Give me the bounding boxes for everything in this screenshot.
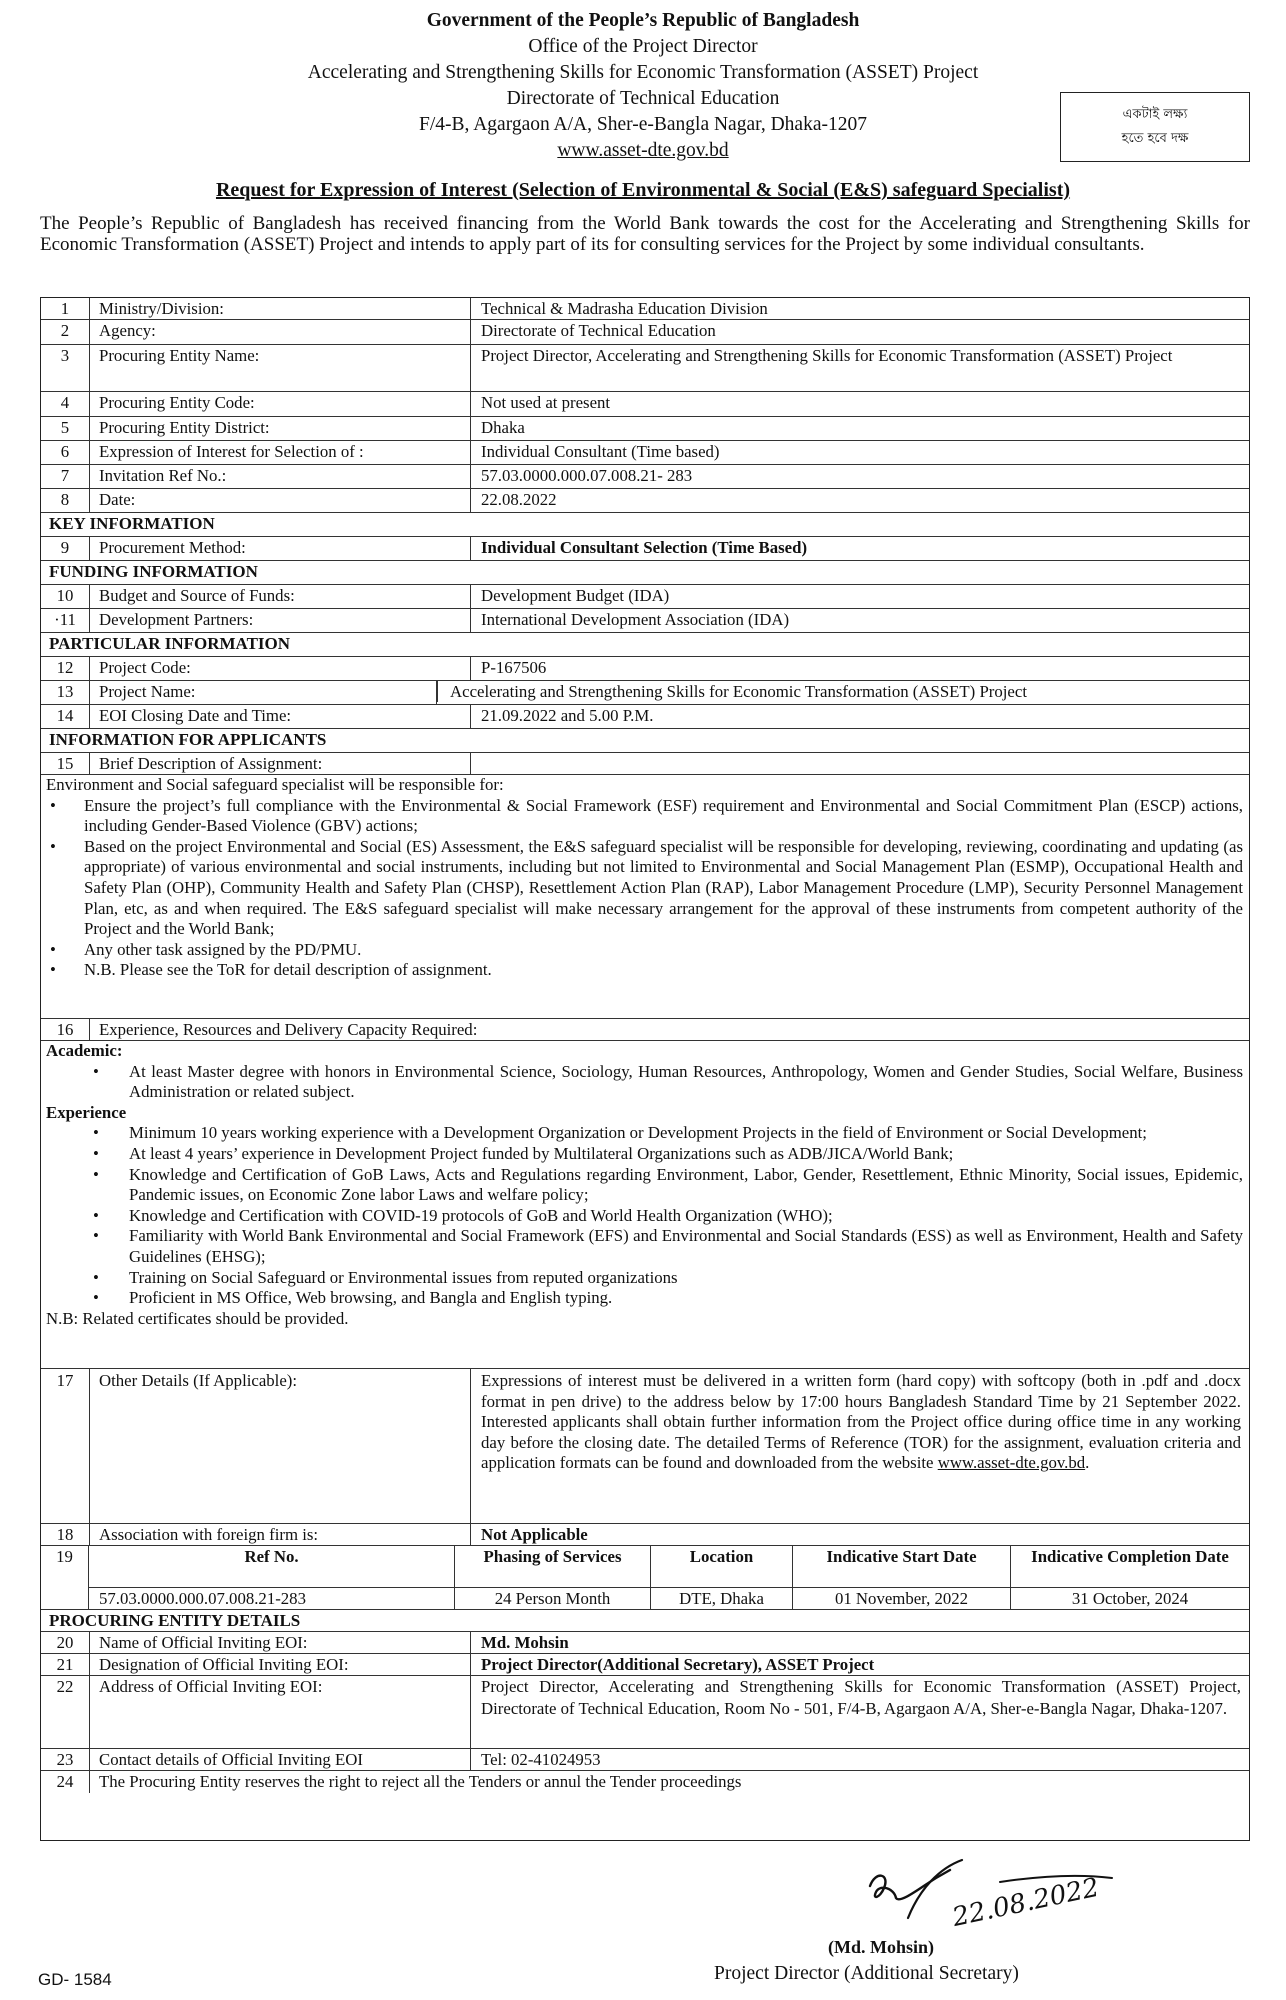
table-row bbox=[41, 657, 1249, 681]
row-label: Ministry/Division: bbox=[89, 298, 471, 319]
section-funding-information: FUNDING INFORMATION bbox=[41, 561, 1249, 585]
assignment-description bbox=[41, 775, 1249, 1019]
row-number: 8 bbox=[41, 489, 90, 512]
phasing-header-services: Phasing of Services bbox=[455, 1546, 650, 1588]
row-label: Project Code: bbox=[89, 657, 471, 680]
section-information-for-applicants: INFORMATION FOR APPLICANTS bbox=[41, 729, 1249, 753]
phasing-value-start: 01 November, 2022 bbox=[834, 1589, 969, 1608]
experience-heading: Experience bbox=[46, 1102, 127, 1122]
bullet-icon: • bbox=[93, 1061, 99, 1081]
experience-requirements bbox=[41, 1041, 1249, 1369]
table-row bbox=[41, 705, 1249, 729]
row-value: 57.03.0000.000.07.008.21- 283 bbox=[481, 466, 693, 485]
table-row bbox=[41, 1654, 1249, 1676]
row-value: Md. Mohsin bbox=[481, 1633, 569, 1652]
row-label: Contact details of Official Inviting EOI bbox=[89, 1749, 471, 1770]
row-value: Not Applicable bbox=[481, 1525, 588, 1544]
bullet-icon: • bbox=[93, 1226, 99, 1246]
list-item bbox=[41, 1062, 1249, 1103]
list-item-text: Ensure the project’s full compliance with the Environmental & Social Framework (ESF) requirement and Environmental and Social Commitment Plan (ESCP) actions, including Gender-Based Violence (GBV) actions; bbox=[84, 795, 1243, 836]
table-row bbox=[41, 537, 1249, 561]
table-row bbox=[41, 1524, 1249, 1546]
row-label: Budget and Source of Funds: bbox=[89, 585, 471, 608]
row-number: 16 bbox=[41, 1019, 90, 1040]
assignment-list bbox=[41, 796, 1249, 981]
bullet-icon: • bbox=[93, 1143, 99, 1163]
motto-box bbox=[1060, 92, 1250, 162]
table-row bbox=[41, 753, 1249, 775]
section-key-information: KEY INFORMATION bbox=[41, 513, 1249, 537]
phasing-col-start bbox=[793, 1546, 1011, 1609]
list-item bbox=[41, 960, 1249, 981]
list-item-text: N.B. Please see the ToR for detail description of assignment. bbox=[84, 960, 492, 980]
list-item-text: Knowledge and Certification of GoB Laws, Acts and Regulations regarding Environment, Labor, Gender, Resettlement, Ethnic Minority, Social issues, Epidemic, Pandemic issues, on Economic Zone labor Laws and welfare policy; bbox=[129, 1164, 1243, 1205]
list-item bbox=[41, 796, 1249, 837]
row-number: 4 bbox=[41, 392, 90, 416]
table-row bbox=[41, 681, 1249, 705]
section-particular-information: PARTICULAR INFORMATION bbox=[41, 633, 1249, 657]
row-number: 18 bbox=[41, 1524, 90, 1545]
row-number: 12 bbox=[41, 657, 90, 680]
phasing-header-start: Indicative Start Date bbox=[793, 1546, 1010, 1588]
table-row bbox=[41, 1019, 1249, 1041]
row-value: Not used at present bbox=[481, 393, 611, 412]
header-address: F/4-B, Agargaon A/A, Sher-e-Bangla Nagar, Dhaka-1207 bbox=[419, 114, 867, 135]
row-number: 14 bbox=[41, 705, 90, 728]
certificates-note: N.B: Related certificates should be provided. bbox=[46, 1308, 349, 1328]
list-item-text: At least 4 years’ experience in Development Project funded by Multilateral Organizations such as ADB/JICA/World Bank; bbox=[129, 1143, 954, 1163]
other-details-tail: . bbox=[1085, 1453, 1090, 1473]
motto-line-2: হতে হবে দক্ষ bbox=[1121, 131, 1189, 146]
row-label: Invitation Ref No.: bbox=[89, 465, 471, 488]
bullet-icon: • bbox=[50, 939, 56, 959]
row-number: 5 bbox=[41, 417, 90, 440]
row-label: EOI Closing Date and Time: bbox=[89, 705, 471, 728]
row-value bbox=[471, 1369, 1249, 1474]
row-number: 2 bbox=[41, 320, 90, 344]
website-link[interactable]: www.asset-dte.gov.bd bbox=[937, 1453, 1086, 1473]
phasing-header-location: Location bbox=[651, 1546, 792, 1588]
bullet-icon: • bbox=[50, 960, 56, 980]
row-label: Association with foreign firm is: bbox=[89, 1524, 471, 1545]
motto-line-1: একটাই লক্ষ্য bbox=[1122, 107, 1188, 122]
list-item-text: Any other task assigned by the PD/PMU. bbox=[84, 939, 362, 959]
row-number: 13 bbox=[41, 681, 90, 704]
phasing-col-location bbox=[651, 1546, 793, 1609]
row-label: The Procuring Entity reserves the right to reject all the Tenders or annul the Tender proceedings bbox=[99, 1772, 742, 1791]
row-label: Date: bbox=[89, 489, 471, 512]
table-row bbox=[41, 298, 1249, 320]
assignment-intro: Environment and Social safeguard specialist will be responsible for: bbox=[46, 775, 504, 794]
header-government: Government of the People’s Republic of Bangladesh bbox=[426, 10, 860, 31]
list-item-text: Based on the project Environmental and Social (ES) Assessment, the E&S safeguard specialist will be responsible for developing, reviewing, coordinating and updating (as appropriate) of various environmental and social instruments, including but not limited to Environmental and Social Management Plan (ESMP), Occupational Health and Safety Plan (OHP), Community Health and Safety Plan (CHSP), Resettlement Action Plan (RAP), Labor Management Procedure (LMP), Security Personnel Management Plan, etc, as and when required. The E&S safeguard specialist will make necessary arrangement for the approval of these instruments from competent authority of the Project and the World Bank; bbox=[84, 836, 1243, 939]
phasing-header-completion: Indicative Completion Date bbox=[1011, 1546, 1249, 1588]
row-number: 20 bbox=[41, 1632, 90, 1653]
phasing-header-ref: Ref No. bbox=[89, 1546, 454, 1588]
list-item bbox=[41, 940, 1249, 961]
row-label: Agency: bbox=[89, 320, 471, 344]
row-number: 17 bbox=[41, 1369, 90, 1523]
table-row bbox=[41, 465, 1249, 489]
table-row bbox=[41, 320, 1249, 345]
header-website: www.asset-dte.gov.bd bbox=[557, 140, 729, 161]
phasing-col-services bbox=[455, 1546, 651, 1609]
row-number: 3 bbox=[41, 345, 90, 391]
row-number: 23 bbox=[41, 1749, 90, 1770]
row-value: Project Director, Accelerating and Strengthening Skills for Economic Transformation (ASSET) Project, Directorate of Technical Education, Room No - 501, F/4-B, Agargaon A/A, Sher-e-Bangla Nagar, Dhaka-1207. bbox=[481, 1677, 1241, 1718]
list-item-text: Knowledge and Certification with COVID-19 protocols of GoB and World Health Organization (WHO); bbox=[129, 1205, 833, 1225]
list-item-text: Familiarity with World Bank Environmental and Social Framework (EFS) and Environmental and Social Standards (ESS) as well as Environment, Health and Safety Guidelines (EHSG); bbox=[129, 1226, 1243, 1266]
row-number: 10 bbox=[41, 585, 90, 608]
list-item-text: Minimum 10 years working experience with a Development Organization or Development Projects in the field of Environment or Social Development; bbox=[129, 1123, 1147, 1143]
list-item-text: Training on Social Safeguard or Environmental issues from reputed organizations bbox=[129, 1267, 678, 1287]
row-value: Technical & Madrasha Education Division bbox=[481, 299, 768, 318]
table-row bbox=[41, 392, 1249, 417]
other-details-text: Expressions of interest must be delivered in a written form (hard copy) with softcopy (both in .pdf and .docx format in pen drive) to the address below by 17:00 hours Bangladesh Standard Time by 21 September 2022. Interested applicants shall obtain further information from the Project office during office time in any working day before the closing date. The detailed Terms of Reference (TOR) for the assignment, evaluation criteria and application formats can be found and downloaded from the website bbox=[481, 1371, 1241, 1473]
row-number: 7 bbox=[41, 465, 90, 488]
table-row bbox=[41, 1749, 1249, 1771]
bullet-icon: • bbox=[93, 1123, 99, 1143]
row-label: Name of Official Inviting EOI: bbox=[89, 1632, 471, 1653]
row-value: Development Budget (IDA) bbox=[481, 586, 670, 605]
row-label: Procuring Entity Code: bbox=[89, 392, 471, 416]
row-number: 9 bbox=[41, 537, 90, 560]
list-item-text: Proficient in MS Office, Web browsing, and Bangla and English typing. bbox=[129, 1288, 613, 1308]
header-project: Accelerating and Strengthening Skills for Economic Transformation (ASSET) Project bbox=[307, 62, 979, 83]
row-value: Dhaka bbox=[481, 418, 525, 437]
list-item bbox=[41, 837, 1249, 940]
row-number: 22 bbox=[41, 1676, 90, 1748]
phasing-value-location: DTE, Dhaka bbox=[679, 1589, 764, 1608]
svg-text:22.08.2022: 22.08.2022 bbox=[949, 1872, 1102, 1933]
intro-text: The People’s Republic of Bangladesh has received financing from the World Bank towards the cost for the Accelerating and Strengthening Skills for Economic Transformation (ASSET) Project and intends to apply part of its for consulting services for the Project by some individual consultants. bbox=[40, 213, 1250, 255]
notice-title: Request for Expression of Interest (Selection of Environmental & Social (E&S) safeguard Specialist) bbox=[215, 179, 1071, 201]
row-number: 15 bbox=[41, 753, 90, 774]
header-office: Office of the Project Director bbox=[528, 36, 758, 57]
table-row bbox=[41, 417, 1249, 441]
list-item bbox=[41, 1165, 1249, 1206]
eoi-table bbox=[40, 297, 1250, 1841]
list-item bbox=[41, 1206, 1249, 1227]
academic-list bbox=[41, 1062, 1249, 1103]
list-item bbox=[41, 1226, 1249, 1267]
row-value: Project Director(Additional Secretary), ASSET Project bbox=[481, 1655, 875, 1674]
row-value: Individual Consultant Selection (Time Based) bbox=[481, 538, 808, 557]
row-value: P-167506 bbox=[481, 658, 547, 677]
bullet-icon: • bbox=[50, 836, 56, 856]
bullet-icon: • bbox=[93, 1288, 99, 1308]
handwritten-signature bbox=[850, 1848, 1120, 1938]
table-row bbox=[41, 609, 1249, 633]
row-label: Project Name: bbox=[89, 681, 437, 704]
row-value: 21.09.2022 and 5.00 P.M. bbox=[481, 706, 654, 725]
table-row bbox=[41, 441, 1249, 465]
footer-code: GD- 1584 bbox=[38, 1970, 112, 1989]
phasing-value-ref: 57.03.0000.000.07.008.21-283 bbox=[99, 1589, 306, 1608]
row-value: Tel: 02-41024953 bbox=[481, 1750, 601, 1769]
phasing-value-services: 24 Person Month bbox=[494, 1589, 611, 1608]
row-number: 1 bbox=[41, 298, 90, 319]
row-label: Brief Description of Assignment: bbox=[89, 753, 471, 774]
row-value: Accelerating and Strengthening Skills for Economic Transformation (ASSET) Project bbox=[437, 681, 1249, 702]
section-procuring-entity-details: PROCURING ENTITY DETAILS bbox=[41, 1610, 1249, 1632]
bullet-icon: • bbox=[50, 795, 56, 815]
row-number: 21 bbox=[41, 1654, 90, 1675]
row-value: International Development Association (IDA) bbox=[481, 610, 790, 629]
table-row bbox=[41, 1676, 1249, 1749]
table-row bbox=[41, 1369, 1249, 1524]
signatory-designation: Project Director (Additional Secretary) bbox=[714, 1963, 1019, 1984]
table-row bbox=[41, 1632, 1249, 1654]
list-item bbox=[41, 1288, 1249, 1309]
table-row bbox=[41, 585, 1249, 609]
row-number: 6 bbox=[41, 441, 90, 464]
phasing-table bbox=[41, 1546, 1249, 1610]
phasing-col-ref bbox=[89, 1546, 455, 1609]
row-label: Procurement Method: bbox=[89, 537, 471, 560]
intro-paragraph bbox=[40, 214, 1250, 255]
row-label: Development Partners: bbox=[89, 609, 471, 632]
experience-list bbox=[41, 1123, 1249, 1308]
row-number: 24 bbox=[41, 1771, 90, 1793]
row-label: Other Details (If Applicable): bbox=[89, 1369, 471, 1523]
row-value: Individual Consultant (Time based) bbox=[481, 442, 720, 461]
row-value: Directorate of Technical Education bbox=[481, 321, 716, 340]
list-item bbox=[41, 1268, 1249, 1289]
phasing-value-completion: 31 October, 2024 bbox=[1071, 1589, 1189, 1608]
row-label: Experience, Resources and Delivery Capacity Required: bbox=[99, 1020, 478, 1039]
row-label: Designation of Official Inviting EOI: bbox=[89, 1654, 471, 1675]
row-label: Procuring Entity District: bbox=[89, 417, 471, 440]
bullet-icon: • bbox=[93, 1164, 99, 1184]
row-label: Expression of Interest for Selection of : bbox=[89, 441, 471, 464]
bullet-icon: • bbox=[93, 1205, 99, 1225]
row-value: Project Director, Accelerating and Strengthening Skills for Economic Transformation (ASSET) Project bbox=[481, 346, 1173, 365]
academic-heading: Academic: bbox=[46, 1041, 123, 1060]
table-row bbox=[41, 345, 1249, 392]
row-label: Procuring Entity Name: bbox=[89, 345, 471, 391]
table-row bbox=[41, 489, 1249, 513]
row-value: 22.08.2022 bbox=[481, 490, 557, 509]
list-item bbox=[41, 1144, 1249, 1165]
header-directorate: Directorate of Technical Education bbox=[506, 88, 780, 109]
row-label: Address of Official Inviting EOI: bbox=[89, 1676, 471, 1748]
bullet-icon: • bbox=[93, 1267, 99, 1287]
table-row bbox=[41, 1771, 1249, 1793]
row-number: ·11 bbox=[41, 609, 90, 632]
row-number: 19 bbox=[41, 1546, 89, 1609]
list-item-text: At least Master degree with honors in Environmental Science, Sociology, Human Resources, Anthropology, Women and Gender Studies, Social Welfare, Business Administration or related subject. bbox=[129, 1061, 1243, 1102]
signatory-name: (Md. Mohsin) bbox=[828, 1937, 935, 1957]
phasing-col-completion bbox=[1011, 1546, 1249, 1609]
list-item bbox=[41, 1123, 1249, 1144]
